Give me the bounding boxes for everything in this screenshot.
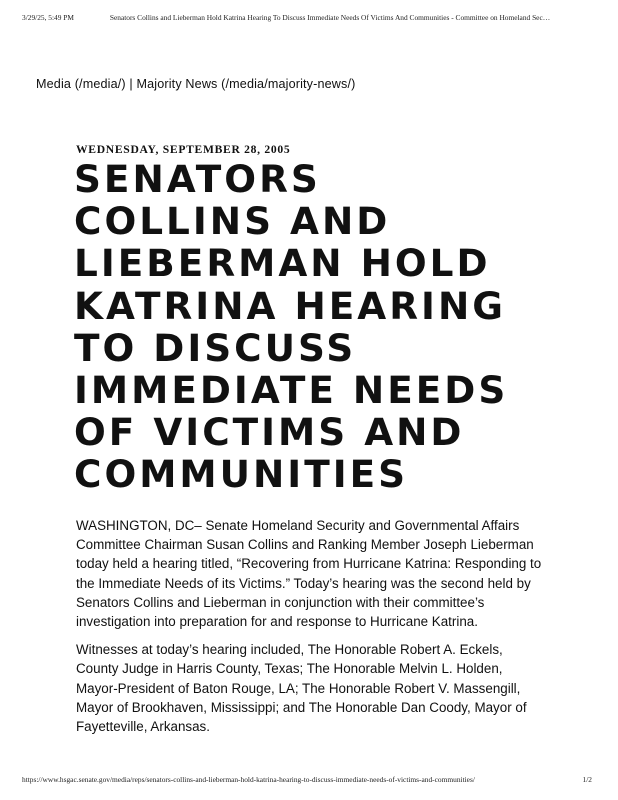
print-timestamp: 3/29/25, 5:49 PM [22,13,74,22]
article-date: WEDNESDAY, SEPTEMBER 28, 2005 [76,143,291,156]
article-paragraph: Witnesses at today’s hearing included, The Honorable Robert A. Eckels, County Judge in Harris County, Texas; The Honorable Melvin L. Holden, Mayor-President of Baton Rouge, LA; The Honorable Robert V. Massengill, Mayor of Brookhaven, Mississippi; and The Honorable Dan Coody, Mayor of Fayetteville, Arkansas. [76,642,527,735]
headline-line: SENATORS [74,157,321,201]
headline-line: IMMEDIATE NEEDS [74,368,509,413]
breadcrumb-media-link[interactable]: Media (/media/) [36,77,126,91]
breadcrumb-majority-news-link[interactable]: Majority News (/media/majority-news/) [136,77,356,91]
article-headline [74,158,574,496]
article-paragraph: WASHINGTON, DC– Senate Homeland Security and Governmental Affairs Committee Chairman Susan Collins and Ranking Member Joseph Lieberman today held a hearing titled, “Recovering from Hurricane Katrina: Responding to the Immediate Needs of its Victims.” Today’s hearing was the second held by Senators Collins and Lieberman in conjunction with their committee’s investigation into preparation for and response to Hurricane Katrina. [76,518,542,630]
headline-line: TO DISCUSS [74,325,357,370]
headline-line: COMMUNITIES [74,452,409,497]
print-url: https://www.hsgac.senate.gov/media/reps/senators-collins-and-lieberman-hold-katrina-hearing-to-discuss-immediate-needs-of-victims-and-communities/ [22,775,475,784]
headline-line: LIEBERMAN HOLD [74,241,491,286]
print-page-number: 1/2 [582,775,592,784]
breadcrumb [36,77,355,91]
print-header [22,13,596,22]
print-footer [22,775,596,784]
article-body [76,516,546,745]
headline-line: COLLINS AND [74,199,391,244]
headline-line: OF VICTIMS AND [74,410,465,455]
headline-line: KATRINA HEARING [74,283,506,328]
print-page-title: Senators Collins and Lieberman Hold Katrina Hearing To Discuss Immediate Needs Of Victims And Communities - Committee on Homeland Sec… [109,13,551,22]
breadcrumb-separator: | [125,77,137,91]
